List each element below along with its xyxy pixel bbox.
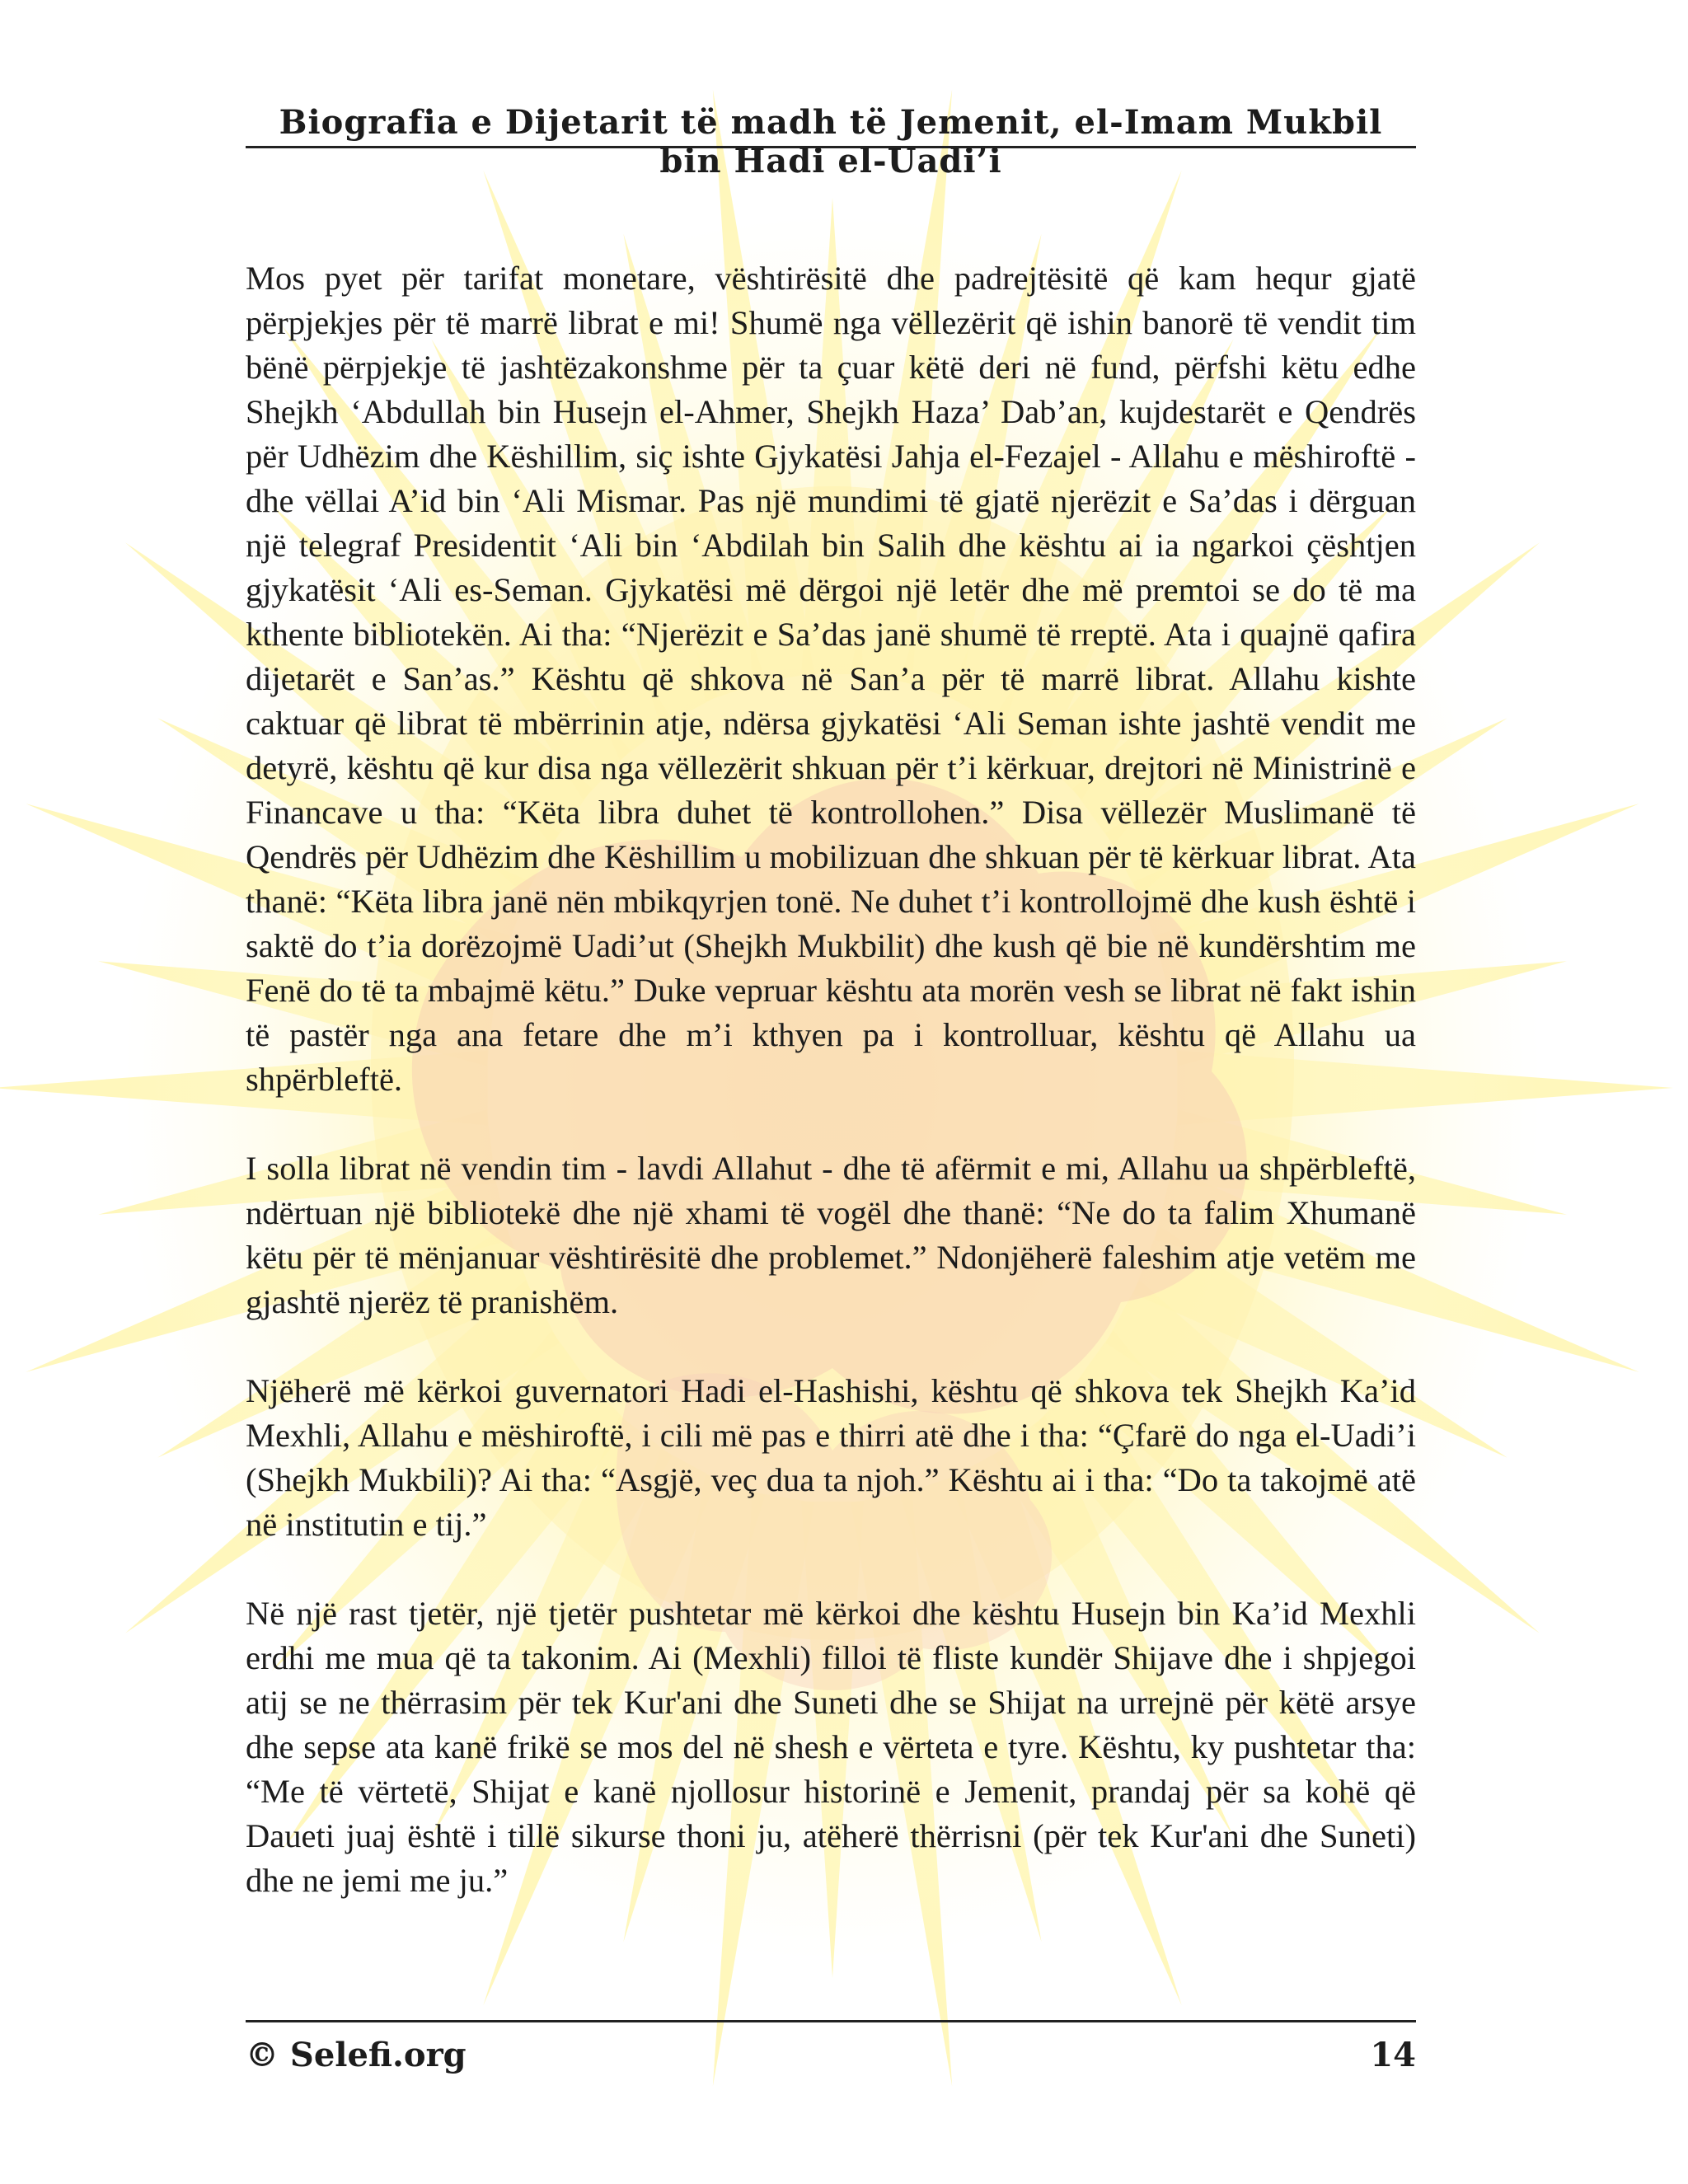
paragraph: Në një rast tjetër, një tjetër pushtetar më kërkoi dhe kështu Husejn bin Ka’id Mexhli erdhi me mua që ta takonim. Ai (Mexhli) filloi të fliste kundër Shijave dhe i shpjegoi atij se ne thërrasim për tek Kur'ani dhe Suneti dhe se Shijat na urrejnë për këtë arsye dhe sepse ata kanë frikë se mos del në shesh e vërteta e tyre. Kështu, ky pushtetar tha: “Me të vërtetë, Shijat e kanë njollosur historinë e Jemenit, prandaj për sa kohë që Daueti juaj është i tillë sikurse thoni ju, atëherë thërrisni (për tek Kur'ani dhe Suneti) dhe ne jemi me ju.” [246, 1595, 1416, 1899]
page-number: 14 [1370, 2036, 1416, 2074]
page-header-title: Biografia e Dijetarit të madh të Jemenit, el-Imam Mukbil bin Hadi el-Uadi’i [279, 103, 1383, 180]
header-divider [246, 146, 1416, 148]
paragraph: I solla librat në vendin tim - lavdi Allahut - dhe të afërmit e mi, Allahu ua shpërbleftë, ndërtuan një bibliotekë dhe një xhami të vogël dhe thanë: “Ne do ta falim Xhumanë këtu për të mënjanuar vështirësitë dhe problemet.” Ndonjëherë faleshim atje vetëm me gjashtë njerëz të pranishëm. [246, 1150, 1416, 1320]
paragraph: Mos pyet për tarifat monetare, vështirësitë dhe padrejtësitë që kam hequr gjatë përpjekjes për të marrë librat e mi! Shumë nga vëllezërit që ishin banorë të vendit tim bënë përpjekje të jashtëzakonshme për ta çuar këtë deri në fund, përfshi këtu edhe Shejkh ‘Abdullah bin Husejn el-Ahmer, Shejkh Haza’ Dab’an, kujdestarët e Qendrës për Udhëzim dhe Këshillim, siç ishte Gjykatësi Jahja el-Fezajel - Allahu e mëshiroftë - dhe vëllai A’id bin ‘Ali Mismar. Pas një mundimi të gjatë njerëzit e Sa’das i dërguan një telegraf Presidentit ‘Ali bin ‘Abdilah bin Salih dhe kështu ai ia ngarkoi çështjen gjykatësit ‘Ali es-Seman. Gjykatësi më dërgoi një letër dhe më premtoi se do të ma kthente bibliotekën. Ai tha: “Njerëzit e Sa’das janë shumë të rreptë. Ata i quajnë qafira dijetarët e San’as.” Kështu që shkova në San’a për të marrë librat. Allahu kishte caktuar që librat të mbërrinin atje, ndërsa gjykatësi ‘Ali Seman ishte jashtë vendit me detyrë, kështu që kur disa nga vëllezërit shkuan për t’i kërkuar, drejtori në Ministrinë e Financave u tha: “Këta libra duhet të kontrollohen.” Disa vëllezër Muslimanë të Qendrës për Udhëzim dhe Këshillim u mobilizuan dhe shkuan për të kërkuar librat. Ata thanë: “Këta libra janë nën mbikqyrjen tonë. Ne duhet t’i kontrollojmë dhe kush është i saktë do t’ia dorëzojmë Uadi’ut (Shejkh Mukbilit) dhe kush që bie në kundërshtim me Fenë do të ta mbajmë këtu.” Duke vepruar kështu ata morën vesh se librat në fakt ishin të pastër nga ana fetare dhe m’i kthyen pa i kontrolluar, kështu që Allahu ua shpërbleftë. [246, 260, 1416, 1098]
body-content [246, 256, 1416, 1947]
footer-copyright: © Selefi.org [246, 2036, 467, 2074]
footer-divider [246, 2020, 1416, 2022]
paragraph: Njëherë më kërkoi guvernatori Hadi el-Hashishi, kështu që shkova tek Shejkh Ka’id Mexhli, Allahu e mëshiroftë, i cili më pas e thirri atë dhe i tha: “Çfarë do nga el-Uadi’i (Shejkh Mukbili)? Ai tha: “Asgjë, veç dua ta njoh.” Kështu ai i tha: “Do ta takojmë atë në institutin e tij.” [246, 1372, 1416, 1543]
